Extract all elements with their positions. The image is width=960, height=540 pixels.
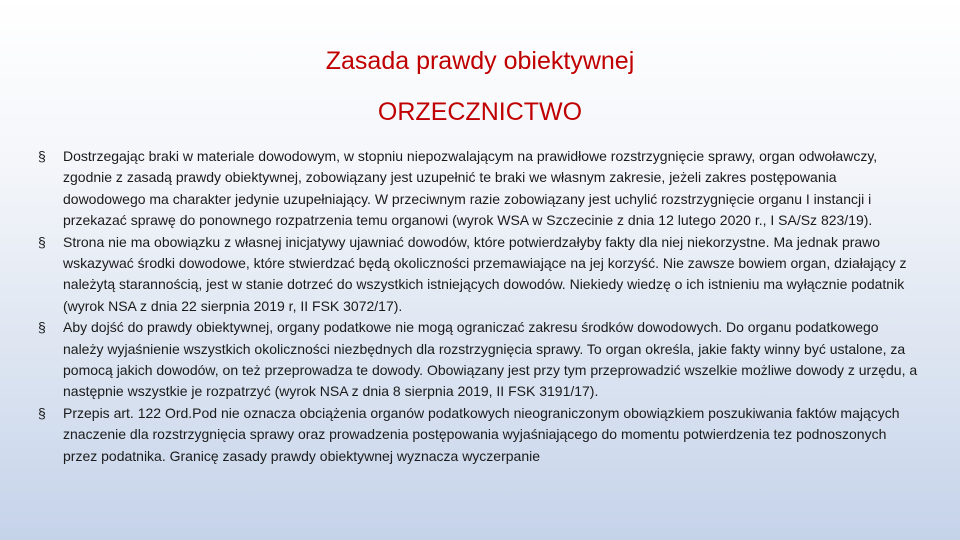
list-item (38, 403, 918, 467)
list-item-text: Aby dojść do prawdy obiektywnej, organy podatkowe nie mogą ograniczać zakresu środków dowodowych. Do organu podatkowego należy wyjaśnienie wszystkich okoliczności niezbędnych dla rozstrzygnięcia sprawy. To organ określa, jakie fakty winny być ustalone, za pomocą jakich dowodów, on też przeprowadza te dowody. Obowiązany jest przy tym przeprowadzić wszelkie możliwe dowody z urzędu, a następnie wszystkie je rozpatrzyć (wyrok NSA z dnia 8 sierpnia 2019, II FSK 3191/17). (63, 319, 918, 400)
list-item (38, 317, 918, 403)
list-item-text: Strona nie ma obowiązku z własnej inicjatywy ujawniać dowodów, które potwierdzałyby fakty dla niej niekorzystne. Ma jednak prawo wskazywać środki dowodowe, które stwierdzać będą okoliczności przemawiające na jej korzyść. Nie zawsze bowiem organ, działający z należytą starannością, jest w stanie dotrzeć do wszystkich istniejących dowodów. Niekiedy wiedzę o ich istnieniu ma wyłącznie podatnik (wyrok NSA z dnia 22 sierpnia 2019 r, II FSK 3072/17). (63, 233, 907, 314)
bullet-marker: § (38, 233, 46, 250)
bullet-list (38, 146, 918, 467)
bullet-marker: § (38, 404, 46, 421)
bullet-marker: § (38, 319, 46, 336)
list-item-text: Dostrzegając braki w materiale dowodowym, w stopniu niepozwalającym na prawidłowe rozstrzygnięcie sprawy, organ odwoławczy, zgodnie z zasadą prawdy obiektywnej, zobowiązany jest uzupełnić te braki we własnym zakresie, jeżeli zakres postępowania dowodowego ma charakter jedynie uzupełniający. W przeciwnym razie zobowiązany jest uchylić rozstrzygnięcie organu I instancji i przekazać sprawę do ponownego rozpatrzenia temu organowi (wyrok WSA w Szczecinie z dnia 12 lutego 2020 r., I SA/Sz 823/19). (63, 148, 878, 229)
slide-title: Zasada prawdy obiektywnej (325, 47, 635, 75)
list-item (38, 146, 918, 232)
list-item-text: Przepis art. 122 Ord.Pod nie oznacza obciążenia organów podatkowych nieograniczonym obowiązkiem poszukiwania faktów mających znaczenie dla rozstrzygnięcia sprawy oraz prowadzenia postępowania wyjaśniającego do momentu potwierdzenia tez podnoszonych przez podatnika. Granicę zasady prawdy obiektywnej wyznacza wyczerpanie (63, 404, 900, 464)
list-item (38, 232, 918, 318)
slide-subtitle: ORZECZNICTWO (377, 98, 583, 126)
bullet-marker: § (38, 148, 46, 164)
